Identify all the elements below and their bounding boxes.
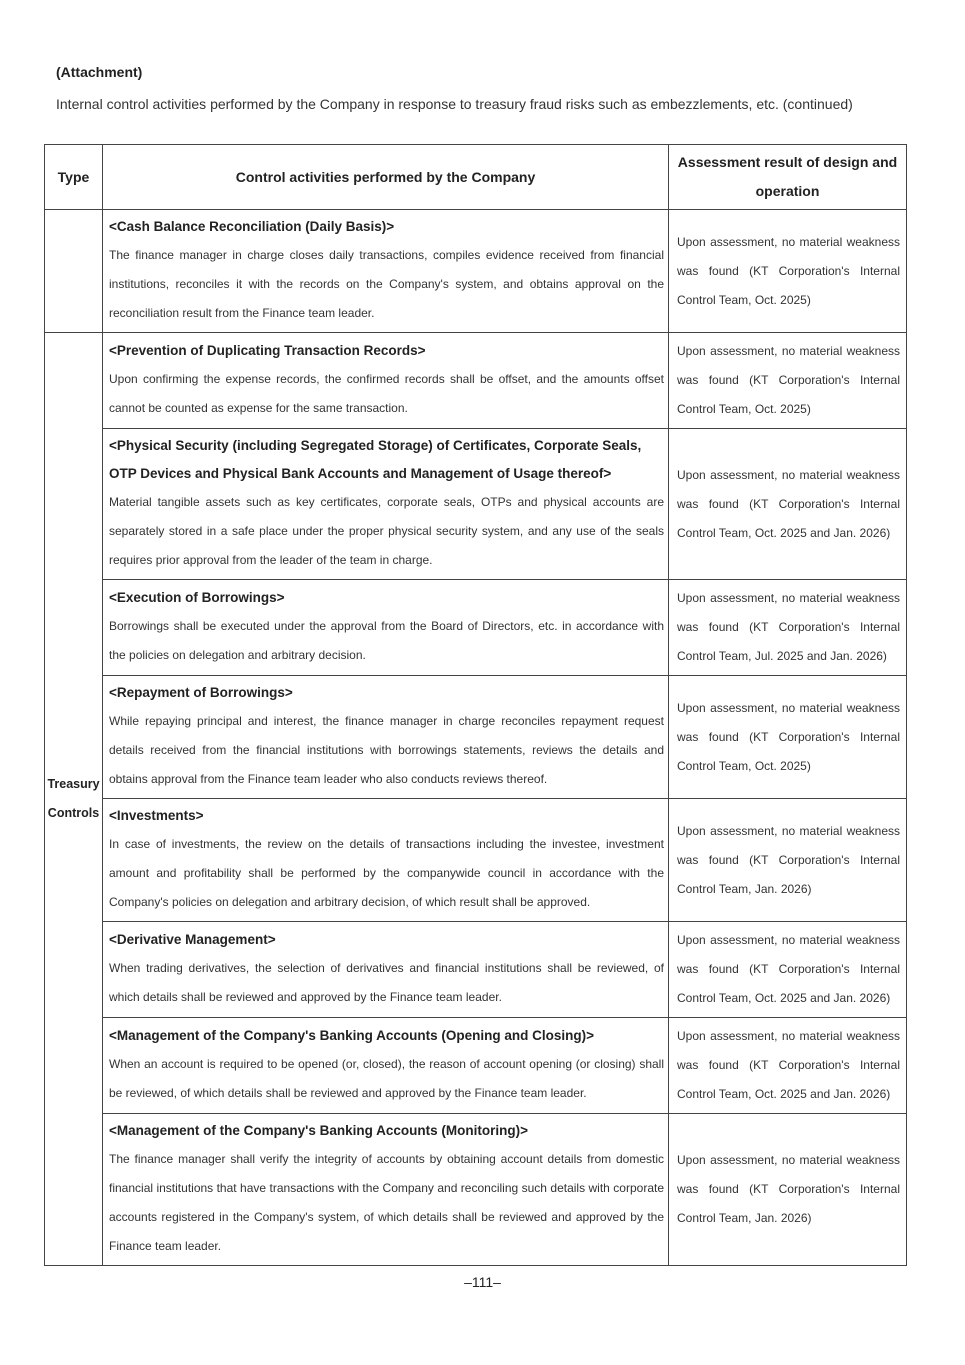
- activity-title: <Execution of Borrowings>: [109, 590, 285, 605]
- activity-body: When an account is required to be opened (or, closed), the reason of account opening (or closing) shall be reviewed, of which details shall be reviewed and approved by the Finance team leader.: [109, 1057, 664, 1100]
- type-cell-treasury-controls: Treasury Controls: [45, 333, 103, 1266]
- type-cell-empty: [45, 210, 103, 333]
- assessment-cell: Upon assessment, no material weakness was found (KT Corporation's Internal Control Team, Oct. 2025): [669, 676, 907, 799]
- activity-cell: [103, 333, 669, 429]
- table-row: [45, 922, 907, 1018]
- activity-body: The finance manager shall verify the integrity of accounts by obtaining account details from domestic financial institutions that have transactions with the Company and reconciling such details with corporate accounts registered in the Company's system, of which details shall be reviewed and approved by the Finance team leader.: [109, 1152, 664, 1253]
- activity-cell: [103, 429, 669, 580]
- assessment-cell: Upon assessment, no material weakness was found (KT Corporation's Internal Control Team, Oct. 2025): [669, 333, 907, 429]
- assessment-cell: Upon assessment, no material weakness was found (KT Corporation's Internal Control Team, Jan. 2026): [669, 1114, 907, 1266]
- table-row: [45, 1018, 907, 1114]
- activity-title: <Prevention of Duplicating Transaction Records>: [109, 343, 426, 358]
- activity-cell: [103, 1018, 669, 1114]
- assessment-cell: Upon assessment, no material weakness was found (KT Corporation's Internal Control Team, Jan. 2026): [669, 799, 907, 922]
- activity-cell: [103, 210, 669, 333]
- activity-title: <Cash Balance Reconciliation (Daily Basis)>: [109, 219, 395, 234]
- activity-body: In case of investments, the review on the details of transactions including the investee, investment amount and profitability shall be performed by the companywide council in accordance with the Company's policies on delegation and arbitrary decision, of which result shall be approved.: [109, 837, 664, 909]
- header-assessment: Assessment result of design and operation: [669, 145, 907, 210]
- intro-text: Internal control activities performed by the Company in response to treasury fraud risks such as embezzlements, etc. (continued): [56, 96, 853, 112]
- table-row: [45, 676, 907, 799]
- assessment-cell: Upon assessment, no material weakness was found (KT Corporation's Internal Control Team, Oct. 2025 and Jan. 2026): [669, 1018, 907, 1114]
- activity-cell: [103, 799, 669, 922]
- activity-body: While repaying principal and interest, the finance manager in charge reconciles repayment request details received from the financial institutions with borrowings statements, reviews the details and obtains approval from the Finance team leader who also conducts reviews thereof.: [109, 714, 664, 786]
- table-header-row: [45, 145, 907, 210]
- assessment-cell: Upon assessment, no material weakness was found (KT Corporation's Internal Control Team, Oct. 2025): [669, 210, 907, 333]
- activity-body: Upon confirming the expense records, the confirmed records shall be offset, and the amounts offset cannot be counted as expense for the same transaction.: [109, 372, 664, 415]
- activity-title: <Management of the Company's Banking Accounts (Monitoring)>: [109, 1123, 528, 1138]
- activity-body: The finance manager in charge closes daily transactions, compiles evidence received from financial institutions, reconciles it with the records on the Company's system, and obtains approval on the reconciliation result from the Finance team leader.: [109, 248, 664, 320]
- table-row: [45, 210, 907, 333]
- activity-title: <Investments>: [109, 808, 204, 823]
- assessment-cell: Upon assessment, no material weakness was found (KT Corporation's Internal Control Team, Jul. 2025 and Jan. 2026): [669, 580, 907, 676]
- assessment-cell: Upon assessment, no material weakness was found (KT Corporation's Internal Control Team, Oct. 2025 and Jan. 2026): [669, 922, 907, 1018]
- activity-cell: [103, 676, 669, 799]
- table-row: [45, 580, 907, 676]
- activity-title: <Physical Security (including Segregated Storage) of Certificates, Corporate Seals, OTP Devices and Physical Bank Accounts and Management of Usage thereof>: [109, 438, 642, 481]
- activity-cell: [103, 922, 669, 1018]
- table-row: [45, 429, 907, 580]
- table-row: [45, 333, 907, 429]
- activity-title: <Management of the Company's Banking Accounts (Opening and Closing)>: [109, 1028, 595, 1043]
- activity-body: Borrowings shall be executed under the approval from the Board of Directors, etc. in accordance with the policies on delegation and arbitrary decision.: [109, 619, 664, 662]
- table-row: [45, 1114, 907, 1266]
- header-type: Type: [45, 145, 103, 210]
- activity-body: Material tangible assets such as key certificates, corporate seals, OTPs and physical accounts are separately stored in a safe place under the proper physical security system, and any use of the seals requires prior approval from the leader of the team in charge.: [109, 495, 664, 567]
- activity-cell: [103, 1114, 669, 1266]
- header-activities: Control activities performed by the Company: [103, 145, 669, 210]
- activity-cell: [103, 580, 669, 676]
- control-activities-table: [44, 144, 907, 1266]
- attachment-label: (Attachment): [56, 64, 143, 80]
- activity-title: <Repayment of Borrowings>: [109, 685, 293, 700]
- page-number: –111–: [464, 1274, 501, 1290]
- assessment-cell: Upon assessment, no material weakness was found (KT Corporation's Internal Control Team, Oct. 2025 and Jan. 2026): [669, 429, 907, 580]
- table-row: [45, 799, 907, 922]
- activity-title: <Derivative Management>: [109, 932, 276, 947]
- activity-body: When trading derivatives, the selection of derivatives and financial institutions shall be reviewed, of which details shall be reviewed and approved by the Finance team leader.: [109, 961, 664, 1004]
